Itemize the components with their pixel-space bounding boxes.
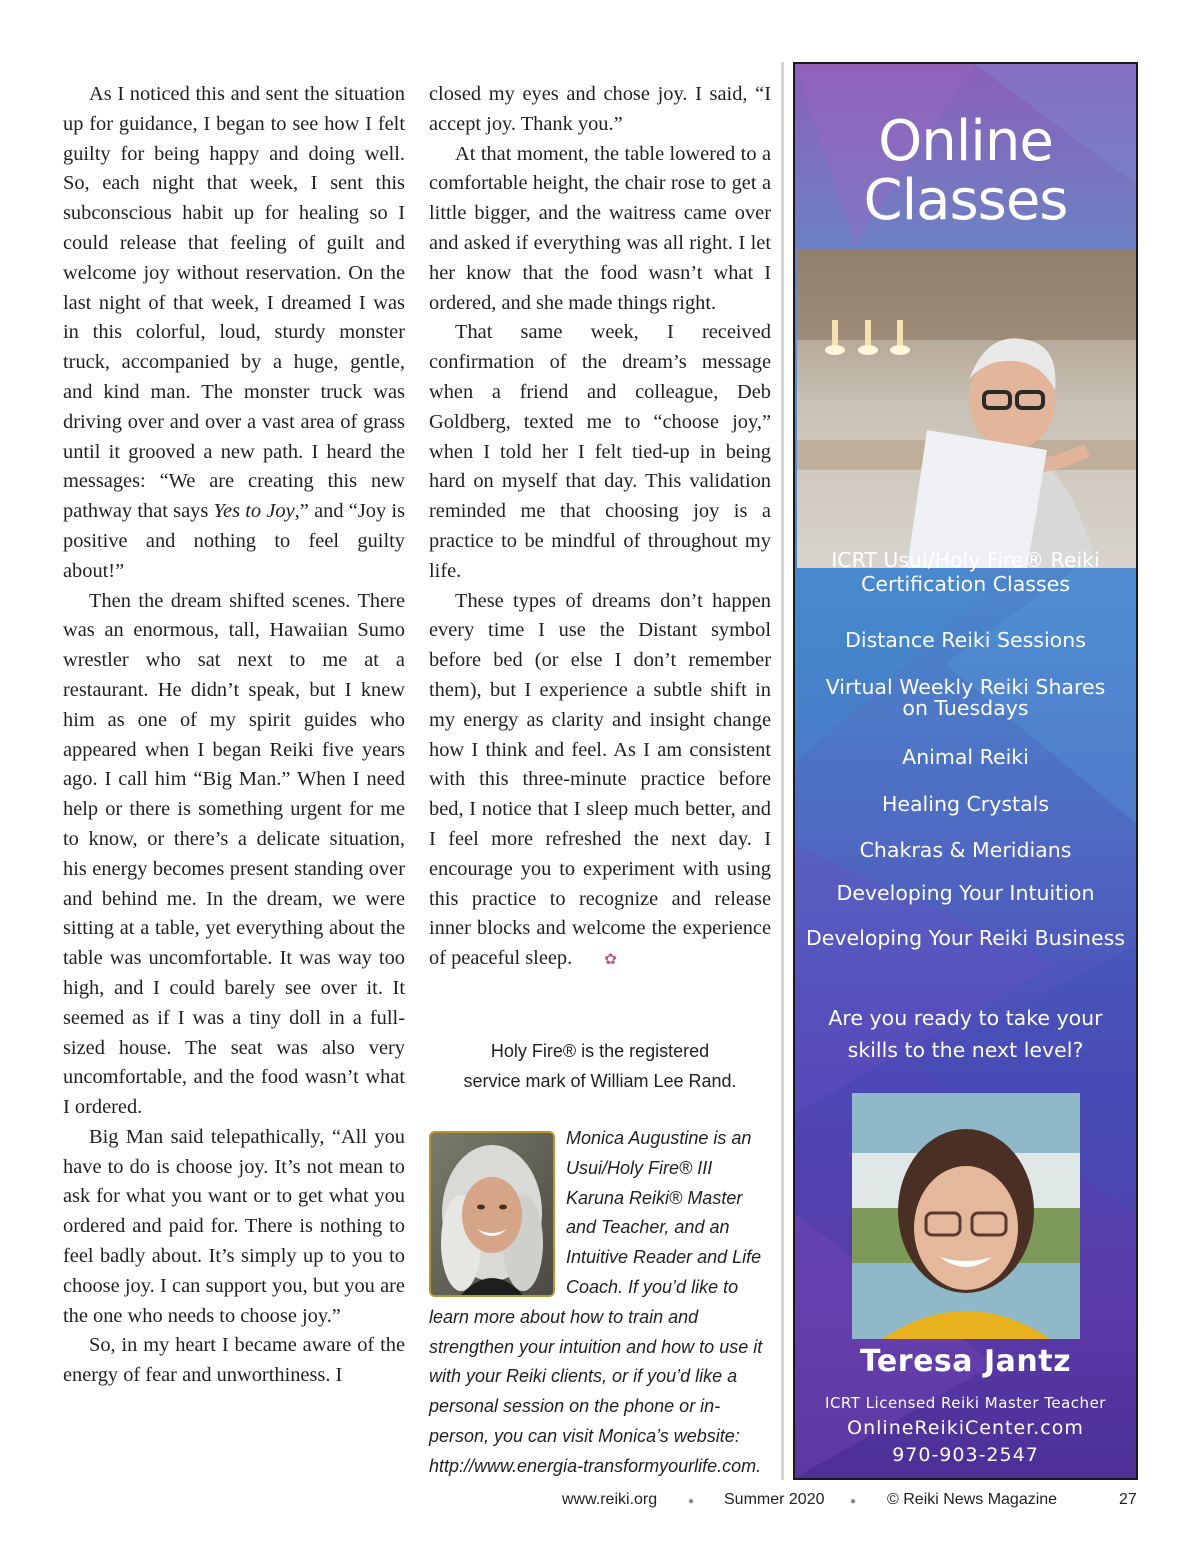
trademark-note <box>429 1036 771 1096</box>
ad-call-to-action: Are you ready to take your skills to the next level? <box>828 1006 1103 1062</box>
paragraph: At that moment, the table lowered to a comfortable height, the chair rose to get a little bigger, and the waitress came over and asked if everything was all right. I let her know that the food wasn’t what I ordered, and she made things right. <box>429 142 771 314</box>
ad-website-link[interactable]: OnlineReikiCenter.com <box>847 1417 1084 1439</box>
ad-title: Online <box>878 109 1053 174</box>
footer-separator-icon: ● <box>688 1496 695 1507</box>
ad-title: Classes <box>863 168 1068 233</box>
trademark-line: Holy Fire® is the registered <box>490 1041 710 1061</box>
footer-separator-icon: ● <box>850 1496 857 1507</box>
author-bio-text: Monica Augustine is an Usui/Holy Fire® III Karuna Reiki® Master and Teacher, and an Intuitive Reader and Life Coach. If you’d like to learn more about how to train and strengthen your intuition and how to use it with your Reiki clients, or if you’d like a personal session on the phone or in-person, you can visit Monica’s website: http://www.energia-transformyourlife.com. <box>429 1128 763 1476</box>
paragraph: Then the dream shifted scenes. There was an enormous, tall, Hawaiian Sumo wrestler who sat next to me at a restaurant. He didn’t speak, but I knew him as one of my spirit guides who appeared when I began Reiki five years ago. I call him “Big Man.” When I need help or there is something urgent for me to know, or there’s a delicate situation, his energy becomes present standing over and behind me. In the dream, we were sitting at a table, yet everything about the table was uncomfortable. It was way too high, and I could barely see over it. It seemed as if I was a tiny doll in a full-sized house. The seat was also very uncomfortable, and the food wasn’t what I ordered. <box>63 589 405 1119</box>
page-number: 27 <box>1119 1491 1137 1508</box>
teresa-jantz-photo <box>852 1093 1080 1339</box>
footer-website: www.reiki.org <box>562 1491 658 1508</box>
article-column-1 <box>63 80 405 1391</box>
author-bio <box>429 1124 771 1482</box>
page-footer <box>0 1491 1200 1515</box>
woman-with-laptop-photo <box>797 250 1136 568</box>
trademark-line: service mark of William Lee Rand. <box>463 1071 737 1091</box>
service-item: ICRT Usui/Holy Fire® Reiki Certification Classes <box>831 548 1100 596</box>
service-item: Healing Crystals <box>881 792 1050 816</box>
service-item: Animal Reiki <box>902 745 1029 769</box>
service-item: Developing Your Reiki Business <box>805 926 1125 950</box>
service-item: Developing Your Intuition <box>836 881 1095 905</box>
paragraph: That same week, I received confirmation of the dream’s message when a friend and colleague, Deb Goldberg, texted me to “choose joy,” when I told her I felt tied-up in being hard on myself that day. This validation reminded me that choosing joy is a practice to be mindful of throughout my life. <box>429 321 771 582</box>
paragraph: closed my eyes and chose joy. I said, “I accept joy. Thank you.” <box>429 83 771 135</box>
article-column-2 <box>429 80 771 976</box>
photo-spacer <box>429 1124 566 1302</box>
footer-issue: Summer 2020 <box>724 1491 825 1508</box>
column-divider <box>781 62 784 1480</box>
flower-end-mark-icon: ✿ <box>604 952 617 969</box>
service-item: Chakras & Meridians <box>859 838 1072 862</box>
paragraph: These types of dreams don’t happen every time I use the Distant symbol before bed (or else I don’t remember them), but I experience a subtle shift in my energy as clarity and insight change how I think and feel. As I am consistent with this three-minute practice before bed, I notice that I sleep much better, and I feel more refreshed the next day. I encourage you to experiment with using this practice to recognize and release inner blocks and welcome the experience of peaceful sleep. ✿ <box>429 587 771 976</box>
ad-teacher-role: ICRT Licensed Reiki Master Teacher <box>825 1394 1106 1412</box>
service-item: Distance Reiki Sessions <box>845 628 1086 652</box>
paragraph: So, in my heart I became aware of the energy of fear and unworthiness. I <box>63 1334 405 1387</box>
paragraph: Big Man said telepathically, “All you have to do is choose joy. It’s not mean to ask for what you want or to get what you ordered and paid for. There is nothing to feel badly about. It’s simply up to you to choose joy. I can support you, but you are the one who needs to choose joy.” <box>63 1125 405 1327</box>
ad-phone[interactable]: 970-903-2547 <box>892 1444 1039 1466</box>
online-classes-ad[interactable] <box>793 62 1138 1480</box>
footer-copyright: © Reiki News Magazine <box>887 1491 1058 1508</box>
paragraph: As I noticed this and sent the situation up for guidance, I began to see how I felt guilty for being happy and doing well. So, each night that week, I sent this subconscious habit up for healing so I could release that feeling of guilt and welcome joy without reservation. On the last night of that week, I dreamed I was in this colorful, loud, sturdy monster truck, accompanied by a huge, gentle, and kind man. The monster truck was driving over and over a vast area of grass until it grooved a new path. I heard the messages: “We are creating this new pathway that says Yes to Joy,” and “Joy is positive and nothing to feel guilty about!” <box>63 83 406 582</box>
service-item: Virtual Weekly Reiki Shares on Tuesdays <box>825 675 1106 720</box>
ad-teacher-name: Teresa Jantz <box>859 1344 1072 1379</box>
